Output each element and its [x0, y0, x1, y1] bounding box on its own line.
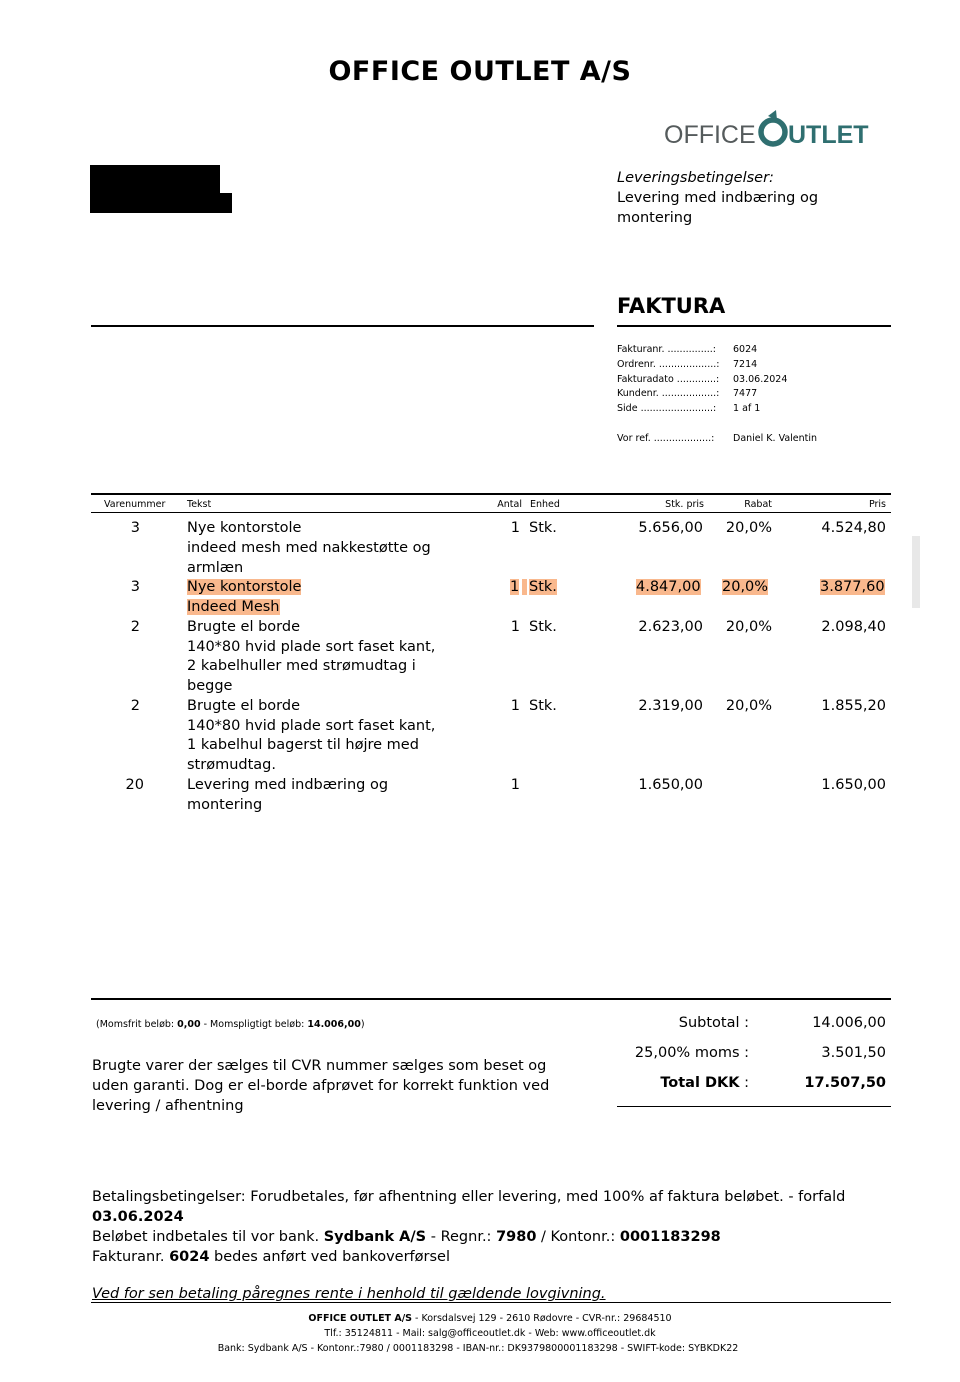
header-divider-left	[91, 325, 594, 327]
item-quantity: 1	[510, 520, 520, 536]
late-payment-note: Ved for sen betaling påregnes rente i henhold til gældende lovgivning.	[92, 1286, 606, 1302]
item-quantity: 1	[510, 698, 520, 714]
footer-company-name: OFFICE OUTLET A/S	[308, 1313, 413, 1324]
col-header-unit-price: Stk. pris	[665, 499, 704, 510]
table-header-rule	[91, 512, 891, 513]
item-discount: 20,0%	[725, 520, 772, 536]
col-header-price: Pris	[868, 499, 886, 510]
col-header-discount: Rabat	[744, 499, 772, 510]
col-header-item-number: Varenummer	[104, 499, 166, 510]
payment-terms: Betalingsbetingelser: Forudbetales, før afhentning eller levering, med 100% af faktura beløbet. - forfald 03.06.2024 Beløbet indbetales til vor bank. Sydbank A/S - Regnr.: 7980 / Kontonr.: 0001183298 Fakturanr. 6024 bedes anført ved bankoverførsel	[92, 1189, 846, 1265]
bank-reg-number: 7980	[496, 1229, 537, 1245]
item-unit-price: 1.650,00	[638, 777, 703, 793]
item-unit-price: 2.623,00	[638, 619, 703, 635]
footer-line-company: OFFICE OUTLET A/S - Korsdalsvej 129 - 2610 Rødovre - CVR-nr.: 29684510	[308, 1313, 672, 1324]
total-value: 17.507,50	[804, 1075, 886, 1091]
item-unit-price: 2.319,00	[638, 698, 703, 714]
item-text-line: 140*80 hvid plade sort faset kant,	[187, 639, 436, 655]
subtotal-label: Subtotal :	[678, 1015, 749, 1031]
col-header-text: Tekst	[187, 499, 212, 510]
item-text-line: Levering med indbæring og	[187, 777, 389, 793]
bank-account-number: 0001183298	[619, 1229, 721, 1245]
item-text-line: Nye kontorstole	[187, 520, 302, 536]
totals-bottom-rule	[617, 1106, 891, 1107]
footer-line-bank: Bank: Sydbank A/S - Kontonr.:7980 / 0001183298 - IBAN-nr.: DK9379800001183298 - SWIFT-kode: SYBKDK22	[217, 1343, 739, 1354]
item-discount: 20,0%	[725, 698, 772, 714]
payment-terms-text: Betalingsbetingelser: Forudbetales, før afhentning eller levering, med 100% af faktura beløbet. - forfald	[92, 1189, 846, 1205]
company-title: OFFICE OUTLET A/S	[328, 56, 632, 87]
item-discount-highlighted: 20,0%	[722, 579, 769, 595]
vat-taxable-amount: 14.006,00	[307, 1019, 361, 1030]
vat-label: 25,00% moms :	[634, 1045, 749, 1061]
item-text-line: armlæn	[187, 560, 244, 576]
delivery-terms-label: Leveringsbetingelser:	[617, 170, 774, 186]
invoice-notes: Brugte varer der sælges til CVR nummer sælges som beset og uden garanti. Dog er el-borde afprøvet for korrekt funktion ved levering / afhentning	[92, 1058, 550, 1114]
payment-reference-number: 6024	[169, 1249, 210, 1265]
item-unit-price-highlighted: 4.847,00	[636, 579, 701, 595]
due-date: 03.06.2024	[92, 1209, 184, 1225]
item-number: 3	[130, 520, 140, 536]
vat-value: 3.501,50	[821, 1045, 886, 1061]
summary-top-rule	[91, 998, 891, 1000]
table-top-rule	[91, 493, 891, 495]
item-price: 4.524,80	[821, 520, 886, 536]
item-text-line: Brugte el borde	[187, 619, 300, 635]
document-title: FAKTURA	[617, 294, 726, 318]
item-text-line: begge	[187, 678, 233, 694]
total-label: Total DKK :	[660, 1075, 749, 1091]
subtotal-value: 14.006,00	[812, 1015, 886, 1031]
item-text-line: indeed mesh med nakkestøtte og	[187, 540, 431, 556]
logo-o-arrow-icon	[761, 110, 785, 144]
vat-free-amount: 0,00	[177, 1019, 201, 1030]
item-unit: Stk.	[529, 698, 557, 714]
footer-rule	[91, 1302, 891, 1303]
item-number: 20	[125, 777, 144, 793]
item-number: 2	[130, 698, 140, 714]
item-unit: Stk.	[529, 619, 557, 635]
item-text-line: Brugte el borde	[187, 698, 300, 714]
logo-word-office: OFFICE	[664, 121, 756, 149]
item-unit-price: 5.656,00	[638, 520, 703, 536]
item-text-line-highlighted: Indeed Mesh	[187, 599, 280, 615]
item-text-line: strømudtag.	[187, 757, 276, 773]
item-text-line: 140*80 hvid plade sort faset kant,	[187, 718, 436, 734]
item-text-line: montering	[187, 797, 263, 813]
item-number: 2	[130, 619, 140, 635]
delivery-terms	[617, 168, 877, 228]
item-text-line: 2 kabelhuller med strømudtag i	[187, 658, 416, 674]
side-margin-mark	[912, 536, 920, 608]
item-discount: 20,0%	[725, 619, 772, 635]
footer-line-contact: Tlf.: 35124811 - Mail: salg@officeoutlet.dk - Web: www.officeoutlet.dk	[324, 1328, 656, 1339]
item-number: 3	[130, 579, 140, 595]
item-unit: Stk.	[529, 520, 557, 536]
col-header-quantity: Antal	[497, 499, 522, 510]
item-price: 2.098,40	[821, 619, 886, 635]
item-price: 1.650,00	[821, 777, 886, 793]
bank-name: Sydbank A/S	[323, 1229, 427, 1245]
item-quantity: 1	[510, 619, 520, 635]
item-quantity-highlighted: 1	[510, 579, 520, 595]
redacted-address-block-tail	[215, 193, 232, 213]
delivery-terms-text: Levering med indbæring og montering	[617, 190, 819, 226]
header-divider-right	[617, 325, 891, 327]
vat-breakdown: (Momsfrit beløb: 0,00 - Momspligtigt beløb: 14.006,00)	[96, 1019, 365, 1030]
item-price: 1.855,20	[821, 698, 886, 714]
item-quantity: 1	[510, 777, 520, 793]
item-text-line: 1 kabelhul bagerst til højre med	[187, 737, 419, 753]
logo-word-outlet: UTLET	[788, 121, 869, 149]
item-text-line-highlighted: Nye kontorstole	[187, 579, 302, 595]
col-header-unit: Enhed	[530, 499, 560, 510]
office-outlet-logo	[664, 110, 874, 150]
item-unit-highlighted: Stk.	[529, 579, 557, 595]
item-price-highlighted: 3.877,60	[820, 579, 885, 595]
redacted-address-block	[90, 165, 220, 213]
